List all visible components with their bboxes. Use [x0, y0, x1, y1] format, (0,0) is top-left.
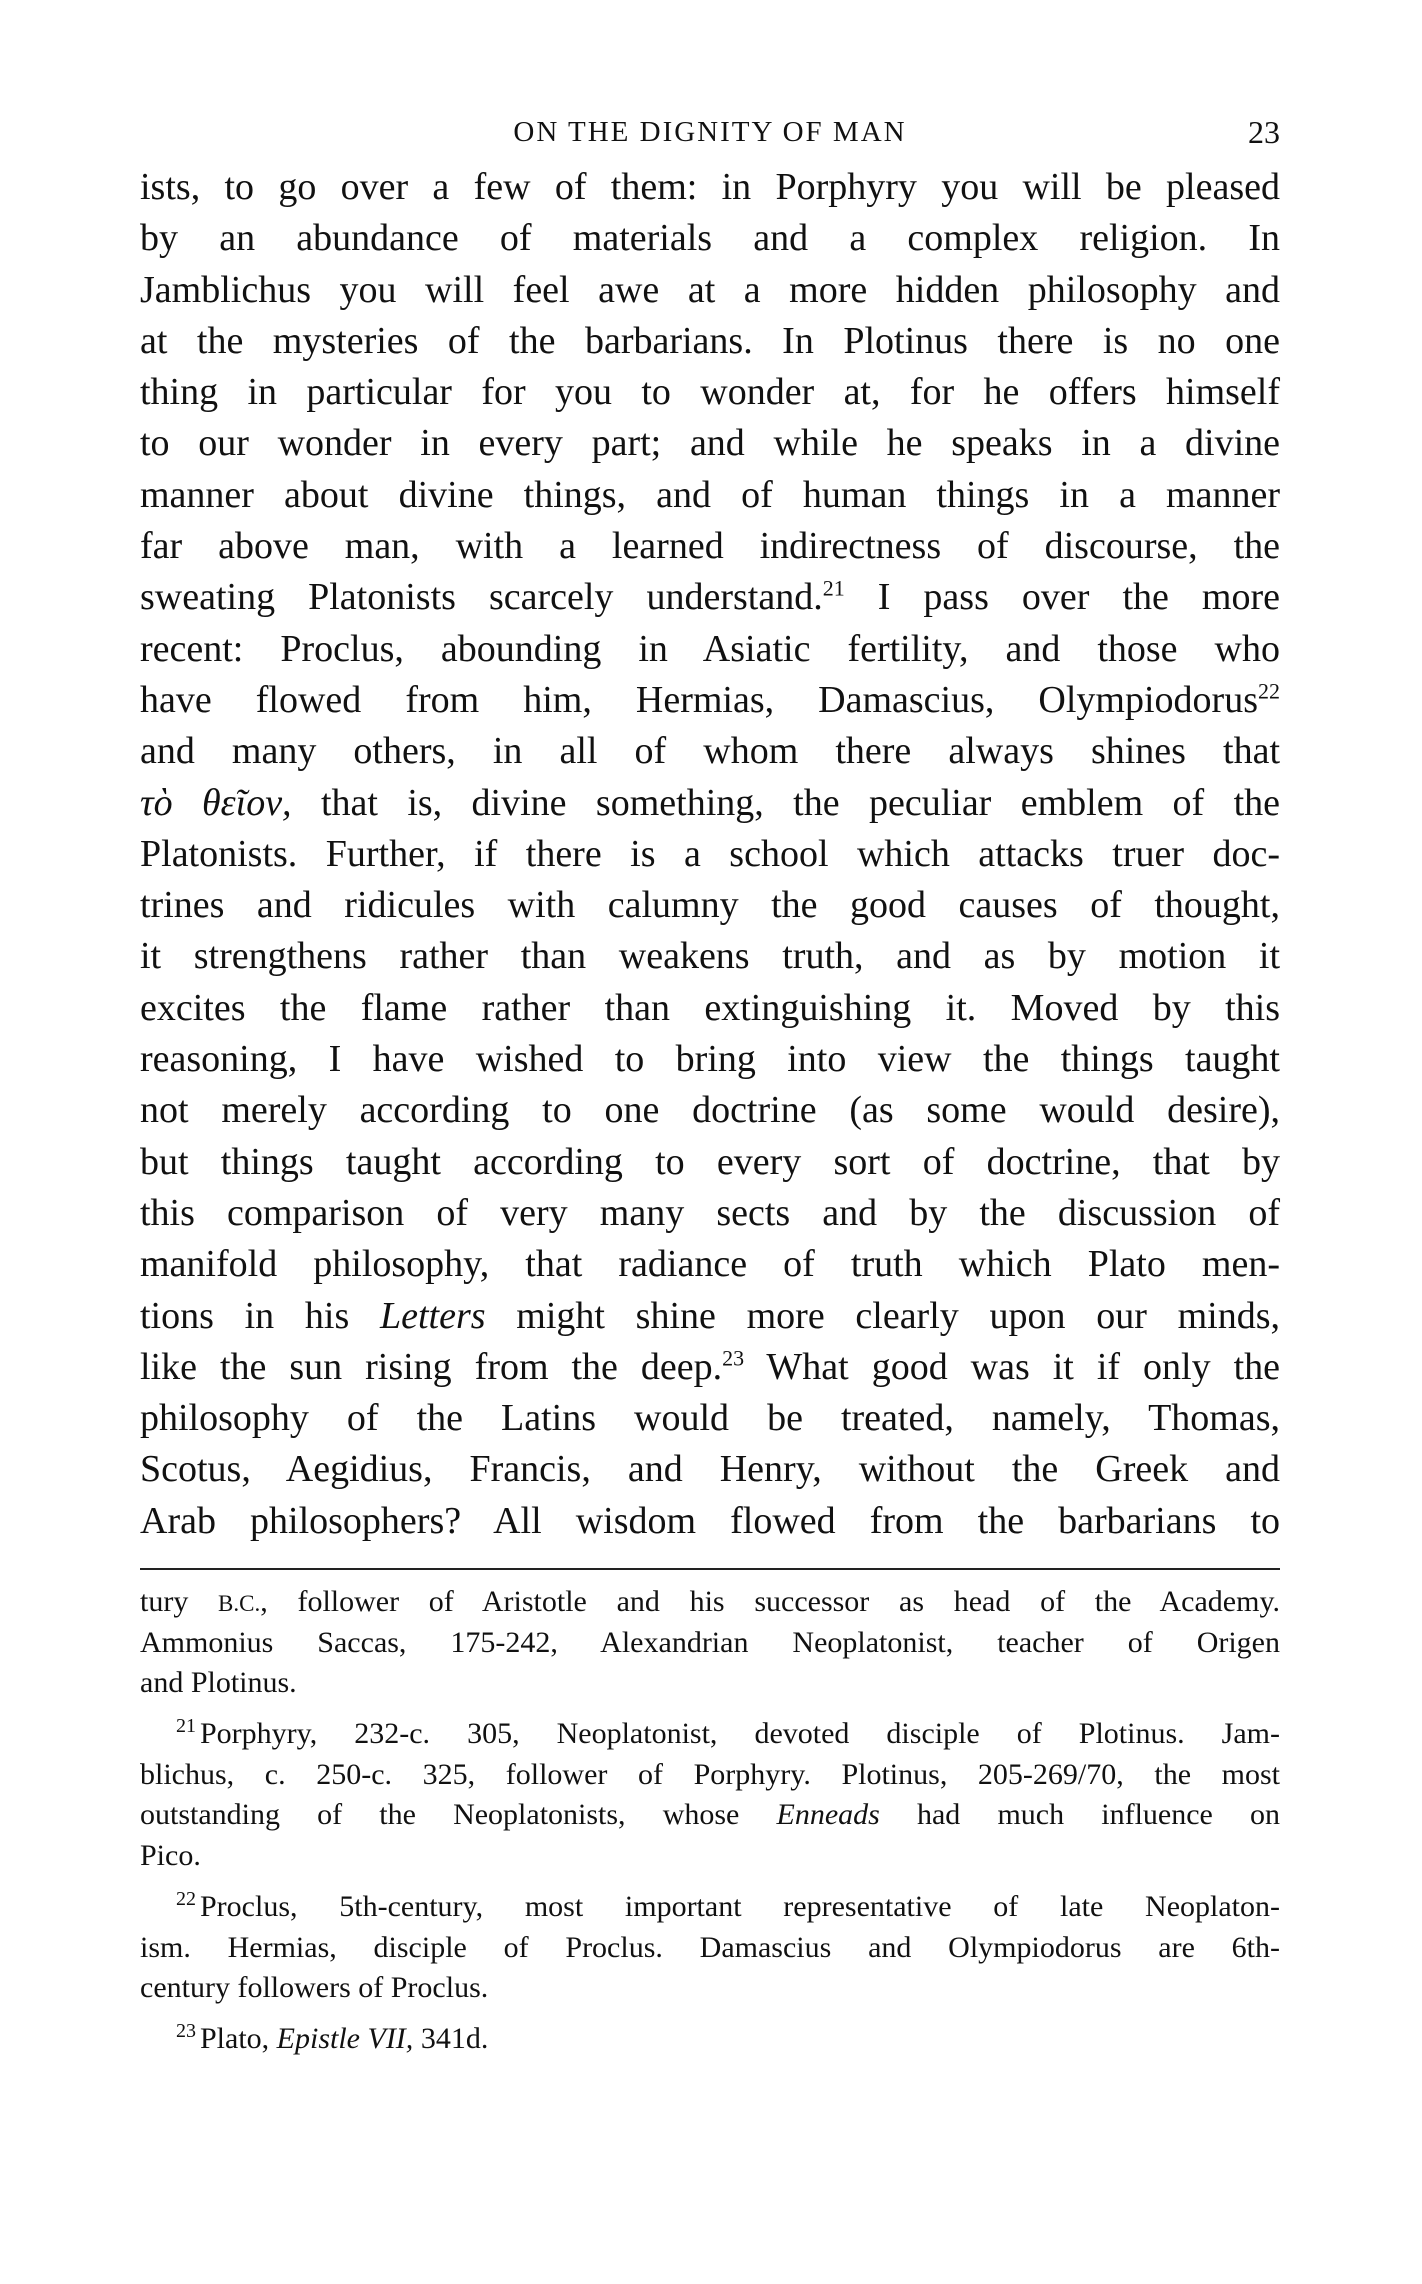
footnote-22 [140, 1887, 1280, 1928]
text-line [140, 1291, 1280, 1342]
text-segment: outstanding of the Neoplatonists, whose [140, 1798, 777, 1832]
small-caps-era: B.C. [218, 1591, 261, 1616]
text-segment: Proclus, 5th-century, most important representative of late Neoplaton- [200, 1889, 1280, 1923]
text-segment: have flowed from him, Hermias, Damascius, Olympiodorus [140, 678, 1258, 721]
footnote-ref-23: 23 [722, 1345, 745, 1371]
footnote-gap [140, 1704, 1280, 1714]
footnote-line [140, 1795, 1280, 1836]
footnote-21 [140, 1714, 1280, 1755]
text-line: thing in particular for you to wonder at, for he offers himself [140, 371, 1280, 414]
footnote-line: Ammonius Saccas, 175-242, Alexandrian Neoplatonist, teacher of Origen [140, 1625, 1280, 1659]
text-segment: 341d. [413, 2021, 489, 2055]
italic-title: Epistle VII, [276, 2021, 414, 2055]
footnote-line: Pico. [140, 1839, 201, 1873]
text-segment: What good was it if only the [744, 1345, 1280, 1388]
text-line: Platonists. Further, if there is a school which attacks truer doc- [140, 832, 1280, 875]
text-line [140, 572, 1280, 623]
footnote-line: and Plotinus. [140, 1666, 297, 1700]
text-segment: , follower of Aristotle and his successor as head of the Academy. [260, 1585, 1280, 1618]
text-line: and many others, in all of whom there always shines that [140, 730, 1280, 773]
text-segment: had much influence on [879, 1798, 1280, 1832]
text-line: Jamblichus you will feel awe at a more hidden philosophy and [140, 268, 1280, 311]
footnote-ref-22: 22 [1258, 678, 1280, 704]
text-line [140, 1342, 1280, 1393]
text-line: Scotus, Aegidius, Francis, and Henry, without the Greek and [140, 1448, 1280, 1491]
footnote-line [140, 1582, 1280, 1623]
footnote-number: 23 [176, 2019, 196, 2042]
text-line [140, 778, 1280, 829]
running-head [140, 112, 1280, 152]
footnote-line: ism. Hermias, disciple of Proclus. Damascius and Olympiodorus are 6th- [140, 1930, 1280, 1964]
text-segment: I pass over the more [844, 576, 1280, 619]
footnote-number: 21 [176, 1715, 196, 1738]
running-title: ON THE DIGNITY OF MAN [513, 116, 907, 148]
footnotes [140, 1582, 1280, 2060]
footnote-ref-21: 21 [822, 575, 845, 601]
greek-phrase: τὸ θεῖον, [140, 781, 292, 824]
text-line: excites the flame rather than extinguishing it. Moved by this [140, 986, 1280, 1029]
text-segment: might shine more clearly upon our minds, [485, 1294, 1280, 1337]
text-line: trines and ridicules with calumny the good causes of thought, [140, 884, 1280, 927]
text-line: reasoning, I have wished to bring into view the things taught [140, 1038, 1280, 1081]
page-number: 23 [1248, 114, 1280, 150]
text-segment: Plato, [200, 2021, 277, 2055]
text-line: this comparison of very many sects and by the discussion of [140, 1191, 1280, 1234]
text-segment: Porphyry, 232-c. 305, Neoplatonist, devoted disciple of Plotinus. Jam- [200, 1717, 1280, 1751]
footnote-line: blichus, c. 250-c. 325, follower of Porphyry. Plotinus, 205-269/70, the most [140, 1757, 1280, 1791]
text-line: Arab philosophers? All wisdom flowed from the barbarians to [140, 1499, 1280, 1542]
text-line: but things taught according to every sort of doctrine, that by [140, 1140, 1280, 1183]
footnote-gap [140, 1877, 1280, 1887]
text-line: at the mysteries of the barbarians. In Plotinus there is no one [140, 319, 1280, 362]
text-segment: sweating Platonists scarcely understand. [140, 576, 823, 619]
text-segment: like the sun rising from the deep. [140, 1345, 723, 1388]
italic-title: Letters [379, 1294, 486, 1337]
text-line: recent: Proclus, abounding in Asiatic fertility, and those who [140, 627, 1280, 670]
footnote-rule [140, 1568, 1280, 1570]
text-line: manifold philosophy, that radiance of truth which Plato men- [140, 1243, 1280, 1286]
text-segment: tury [140, 1585, 219, 1618]
footnote-number: 22 [176, 1887, 196, 1910]
text-line [140, 675, 1280, 726]
text-line: manner about divine things, and of human things in a manner [140, 473, 1280, 516]
text-segment: tions in his [140, 1294, 380, 1337]
text-line: to our wonder in every part; and while he speaks in a divine [140, 422, 1280, 465]
text-line: philosophy of the Latins would be treated, namely, Thomas, [140, 1397, 1280, 1440]
footnote-23 [140, 2019, 1280, 2060]
text-line: not merely according to one doctrine (as some would desire), [140, 1089, 1280, 1132]
text-segment: that is, divine something, the peculiar emblem of the [291, 781, 1280, 824]
footnote-line: century followers of Proclus. [140, 1971, 489, 2005]
main-text [140, 162, 1280, 1547]
text-line: by an abundance of materials and a complex religion. In [140, 217, 1280, 260]
text-line: ists, to go over a few of them: in Porphyry you will be pleased [140, 166, 1280, 208]
italic-title: Enneads [776, 1798, 880, 1832]
text-line: far above man, with a learned indirectness of discourse, the [140, 525, 1280, 568]
footnote-gap [140, 2009, 1280, 2019]
text-line: it strengthens rather than weakens truth, and as by motion it [140, 935, 1280, 978]
